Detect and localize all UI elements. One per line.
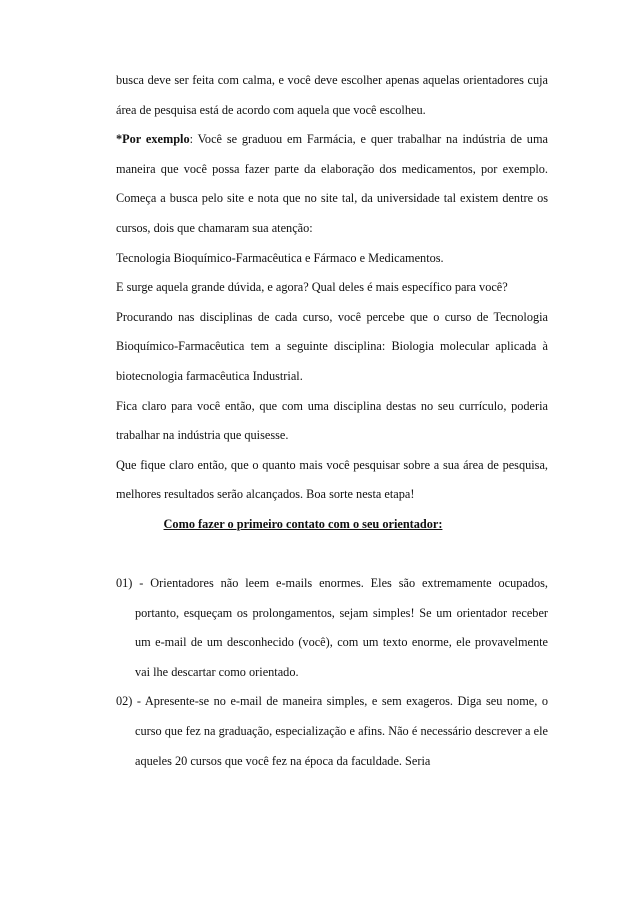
example-label: *Por exemplo (116, 132, 190, 147)
example-text: : Você se graduou em Farmácia, e quer trabalhar na indústria de uma maneira que você possa fazer parte da elaboração dos medicamentos, por exemplo. Começa a busca pelo site e nota que no site tal, da universidade tal existem dentre os cursos, dois que chamaram sua atenção: (116, 132, 548, 235)
blank-line (116, 540, 548, 570)
list-item (116, 569, 548, 687)
list-item-number: 02) - (116, 694, 145, 709)
paragraph-example (116, 125, 548, 243)
list-item-text: Apresente-se no e-mail de maneira simples, e sem exageros. Diga seu nome, o curso que fez na graduação, especialização e afins. Não é necessário descrever a ele aqueles 20 cursos que você fez na época da faculdade. Seria (135, 694, 548, 768)
list-item-text: Orientadores não leem e-mails enormes. Eles são extremamente ocupados, portanto, esqueçam os prolongamentos, sejam simples! Se um orientador receber um e-mail de um desconhecido (você), com um texto enorme, ele provavelmente vai lhe descartar como orientado. (135, 576, 549, 679)
list-item (116, 687, 548, 776)
paragraph-disciplines: Procurando nas disciplinas de cada curso, você percebe que o curso de Tecnologia Bioquímico-Farmacêutica tem a seguinte disciplina: Biologia molecular aplicada à biotecnologia farmacêutica Industrial. (116, 309, 548, 383)
document-page (116, 66, 548, 776)
section-heading: Como fazer o primeiro contato com o seu orientador: (163, 516, 443, 531)
paragraph-question: E surge aquela grande dúvida, e agora? Qual deles é mais específico para você? (116, 280, 508, 295)
paragraph-conclusion: Fica claro para você então, que com uma disciplina destas no seu currículo, poderia trabalhar na indústria que quisesse. (116, 398, 548, 443)
list-item-number: 01) - (116, 576, 151, 591)
paragraph-course-names: Tecnologia Bioquímico-Farmacêutica e Fármaco e Medicamentos. (116, 250, 444, 265)
paragraph-search-advice: busca deve ser feita com calma, e você deve escolher apenas aquelas orientadores cuja área de pesquisa está de acordo com aquela que você escolheu. (116, 73, 548, 117)
paragraph-good-luck: Que fique claro então, que o quanto mais você pesquisar sobre a sua área de pesquisa, melhores resultados serão alcançados. Boa sorte nesta etapa! (116, 457, 548, 502)
